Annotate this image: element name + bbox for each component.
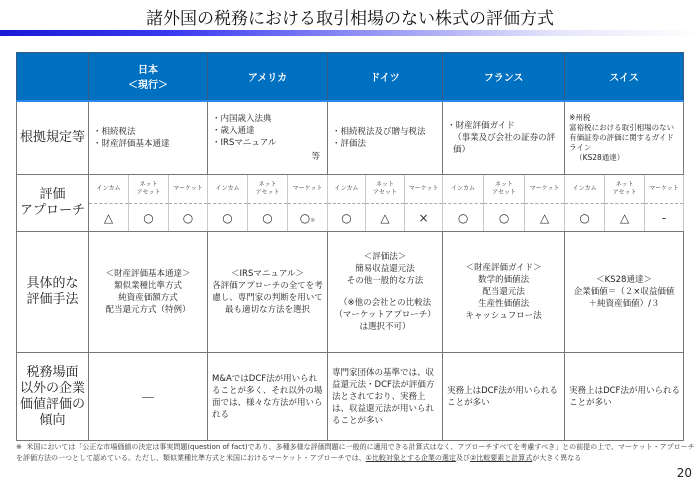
footnote-marker: ※	[310, 216, 316, 224]
sub-net-asset: ネット アセット	[484, 175, 525, 204]
basis-germany: ・相続税法及び贈与税法 ・評価法	[328, 101, 443, 175]
basis-usa-etc: 等	[311, 151, 321, 162]
sub-market: マーケット	[645, 175, 684, 204]
trend-germany: 専門家団体の基準では、収益還元法・DCF法が評価方法とされており、実務上は、収益還元法が用いられることが多い	[328, 353, 443, 441]
row-label-approach: 評価 アプローチ	[17, 175, 89, 232]
sub-income: インカム	[208, 175, 248, 204]
sub-net-asset: ネット アセット	[366, 175, 405, 204]
header-japan	[89, 53, 208, 101]
mark-usa-market: ○※	[288, 204, 328, 232]
method-japan: ＜財産評価基本通達＞ 類似業種比準方式 純資産価額方式 配当還元方式（特例）	[89, 232, 208, 353]
sub-income: インカム	[89, 175, 129, 204]
method-germany: ＜評価法＞ 簡易収益還元法 その他一般的な方法 （※他の会社との比較法（マーケットアプローチ）は選択不可）	[328, 232, 443, 353]
row-label-trend: 税務場面 以外の企業 価値評価の 傾向	[17, 353, 89, 441]
footnote-text: 米国においては「公正な市場価値の決定は事実問題(question of fact)であり、多種多様な評価問題に一般的に適用できる計算式はなく、アプローチすべてを考慮すべき」との前提の上で、マーケット・アプローチを評価方法の一つとして認めている。ただし、類似業種比準方式と米国におけるマーケット・アプローチでは、	[16, 443, 695, 462]
mark-japan-income: △	[89, 204, 129, 232]
sub-income: インカム	[443, 175, 484, 204]
mark-switzerland-market: -	[645, 204, 684, 232]
mark-japan-net-asset: ○	[129, 204, 169, 232]
mark-switzerland-net-asset: △	[605, 204, 645, 232]
mark-france-market: △	[525, 204, 565, 232]
trend-france: 実務上はDCF法が用いられることが多い	[443, 353, 565, 441]
mark-usa-income: ○	[208, 204, 248, 232]
sub-income: インカム	[328, 175, 366, 204]
sub-market: マーケット	[525, 175, 565, 204]
page-title: 諸外国の税務における取引相場のない株式の評価方式	[146, 9, 554, 29]
footnote-underline-2: ②比較要素と計算式	[469, 454, 533, 462]
basis-japan: ・相続税法 ・財産評価基本通達	[89, 101, 208, 175]
header-blank	[17, 53, 89, 101]
header-row	[17, 53, 684, 101]
mark-france-income: ○	[443, 204, 484, 232]
mark-japan-market: ○	[169, 204, 208, 232]
mark-france-net-asset: ○	[484, 204, 525, 232]
footnote-underline-1: ①比較対象とする企業の選定	[365, 454, 456, 462]
mark-usa-net-asset: ○	[248, 204, 288, 232]
header-japan-name: 日本	[138, 65, 159, 77]
title-underline-bar	[0, 30, 700, 36]
mark-switzerland-income: ○	[565, 204, 605, 232]
sub-market: マーケット	[288, 175, 328, 204]
comparison-table	[16, 52, 684, 441]
sub-net-asset: ネット アセット	[248, 175, 288, 204]
trend-usa: M&AではDCF法が用いられることが多く、それ以外の場面では、様々な方法が用いられる	[208, 353, 328, 441]
row-method	[17, 232, 684, 353]
row-label-legal-basis: 根拠規定等	[17, 101, 89, 175]
footnote-mark: ※	[16, 443, 22, 451]
header-switzerland: スイス	[565, 53, 684, 101]
page-number: 20	[676, 466, 692, 480]
header-france: フランス	[443, 53, 565, 101]
mark-germany-income: ○	[328, 204, 366, 232]
row-approach-subheader	[17, 175, 684, 204]
sub-net-asset: ネット アセット	[605, 175, 645, 204]
row-approach-marks	[17, 204, 684, 232]
row-non-tax-trend	[17, 353, 684, 441]
row-legal-basis	[17, 101, 684, 175]
trend-switzerland: 実務上はDCF法が用いられることが多い	[565, 353, 684, 441]
footnote: ※ 米国においては「公正な市場価値の決定は事実問題(question of fact)であり、多種多様な評価問題に一般的に適用できる計算式はなく、アプローチすべてを考慮すべき」との前提の上で、マーケット・アプローチを評価方法の一つとして認めている。ただし、類似業種比準方式と米国におけるマーケット・アプローチでは、①比較対象とする企業の選定及び②比較要素と計算式が大きく異なる	[16, 443, 695, 462]
sub-net-asset: ネット アセット	[129, 175, 169, 204]
basis-usa: ・内国歳入法典 ・歳入通達 ・IRSマニュアル 等	[208, 101, 328, 175]
sub-market: マーケット	[169, 175, 208, 204]
mark-germany-net-asset: △	[366, 204, 405, 232]
method-switzerland: ＜KS28通達＞ 企業価値＝（２×収益価値＋純資産価値）/３	[565, 232, 684, 353]
basis-switzerland: ※州税 富裕税における取引相場のない有価証券の評価に関するガイドライン （KS28通達）	[565, 101, 684, 175]
mark-germany-market: ×	[405, 204, 443, 232]
header-usa: アメリカ	[208, 53, 328, 101]
row-label-method: 具体的な 評価手法	[17, 232, 89, 353]
header-germany: ドイツ	[328, 53, 443, 101]
sub-income: インカム	[565, 175, 605, 204]
trend-japan: ―	[89, 353, 208, 441]
method-france: ＜財産評価ガイド＞ 数学的価値法 配当還元法 生産性価値法 キャッシュフロー法	[443, 232, 565, 353]
header-japan-note: ＜現行＞	[128, 80, 169, 92]
method-usa: ＜IRSマニュアル＞ 各評価アプローチの全てを考慮し、専門家の判断を用いて最も適切な方法を選択	[208, 232, 328, 353]
sub-market: マーケット	[405, 175, 443, 204]
basis-france: ・財産評価ガイド （事業及び会社の証券の評価）	[443, 101, 565, 175]
